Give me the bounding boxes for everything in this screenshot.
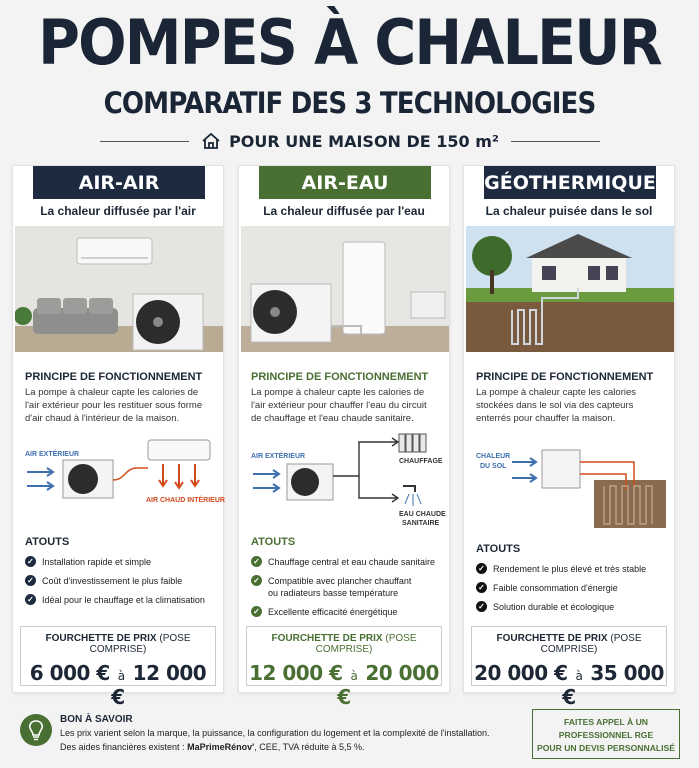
house-size-label: POUR UNE MAISON DE 150 m² <box>229 131 499 151</box>
house-size-bar <box>100 128 600 154</box>
footer-line-2: Des aides financières existent : MaPrimeRénov', CEE, TVA réduite à 5,5 %. <box>60 742 365 752</box>
principle-text: La pompe à chaleur capte les calories stockées dans le sol via des capteurs enterrés pour chauffer la maison. <box>476 387 637 424</box>
atouts-title: ATOUTS <box>251 536 296 548</box>
check-icon: ✓ <box>25 594 36 605</box>
principle-text: La pompe à chaleur capte les calories de l'air extérieur pour chauffer l'eau du circuit de chauffage et l'eau chaude sanitaire. <box>251 387 427 424</box>
footer-note <box>0 706 699 768</box>
card-air-air <box>12 165 225 709</box>
check-icon: ✓ <box>251 575 262 586</box>
list-item: ✓ Chauffage central et eau chaude sanitaire <box>251 556 446 568</box>
check-icon: ✓ <box>476 582 487 593</box>
lightbulb-icon <box>20 714 52 746</box>
check-icon: ✓ <box>476 563 487 574</box>
list-item-continued: ou radiateurs basse température <box>268 588 399 598</box>
air-air-diagram <box>13 428 225 528</box>
list-item: ✓ Excellente efficacité énergétique <box>251 606 446 618</box>
list-item: ✓ Solution durable et écologique <box>476 601 671 613</box>
atouts-title: ATOUTS <box>476 543 521 555</box>
air-air-photo <box>15 226 223 352</box>
svg-text:CHALEUR: CHALEUR <box>476 453 511 460</box>
footer-title: BON À SAVOIR <box>60 714 133 725</box>
card-title: GÉOTHERMIQUE <box>484 166 656 199</box>
atouts-list <box>476 563 671 620</box>
card-geothermique <box>463 165 675 709</box>
list-item: ✓ Installation rapide et simple <box>25 556 220 568</box>
check-icon: ✓ <box>25 556 36 567</box>
svg-text:CHAUFFAGE: CHAUFFAGE <box>399 458 443 465</box>
price-box: FOURCHETTE DE PRIX (POSE COMPRISE) 6 000 € à 12 000 € <box>20 626 216 686</box>
svg-text:AIR CHAUD INTÉRIEUR: AIR CHAUD INTÉRIEUR <box>146 497 225 504</box>
list-item: ✓ Rendement le plus élevé et très stable <box>476 563 671 575</box>
air-eau-photo <box>241 226 449 352</box>
card-tagline: La chaleur diffusée par l'eau <box>263 204 425 218</box>
card-air-eau <box>238 165 450 709</box>
geothermique-diagram <box>464 428 676 528</box>
check-icon: ✓ <box>25 575 36 586</box>
house-icon <box>201 132 221 150</box>
geothermique-photo <box>466 226 674 352</box>
check-icon: ✓ <box>251 556 262 567</box>
svg-text:EAU CHAUDE: EAU CHAUDE <box>399 511 446 518</box>
price-box: FOURCHETTE DE PRIX (POSE COMPRISE) 20 000 € à 35 000 € <box>471 626 667 686</box>
list-item: ✓ Faible consommation d'énergie <box>476 582 671 594</box>
principle-title: PRINCIPE DE FONCTIONNEMENT <box>25 371 203 383</box>
atouts-list <box>251 556 446 625</box>
page-subtitle: COMPARATIF DES 3 TECHNOLOGIES <box>103 86 596 120</box>
list-item: ✓ Idéal pour le chauffage et la climatisation <box>25 594 220 606</box>
principle-title: PRINCIPE DE FONCTIONNEMENT <box>476 371 654 383</box>
divider-right <box>511 141 600 142</box>
price-box: FOURCHETTE DE PRIX (POSE COMPRISE) 12 000 € à 20 000 € <box>246 626 442 686</box>
svg-text:AIR EXTÉRIEUR: AIR EXTÉRIEUR <box>251 453 306 460</box>
card-tagline: La chaleur diffusée par l'air <box>40 204 196 218</box>
cta-box: FAITES APPEL À UN PROFESSIONNEL RGE POUR UN DEVIS PERSONNALISÉ <box>532 709 680 759</box>
air-eau-diagram <box>239 428 451 528</box>
principle-text: La pompe à chaleur capte les calories de l'air extérieur pour les restituer sous forme d'air chaud à l'intérieur de la maison. <box>25 387 203 424</box>
divider-left <box>100 141 189 142</box>
check-icon: ✓ <box>251 606 262 617</box>
atouts-title: ATOUTS <box>25 536 70 548</box>
atouts-list <box>25 556 220 613</box>
svg-text:SANITAIRE: SANITAIRE <box>402 520 440 527</box>
check-icon: ✓ <box>476 601 487 612</box>
list-item: ✓ Coût d'investissement le plus faible <box>25 575 220 587</box>
card-title: AIR-AIR <box>33 166 205 199</box>
card-tagline: La chaleur puisée dans le sol <box>485 204 653 218</box>
svg-text:DU SOL: DU SOL <box>480 463 507 470</box>
footer-line-1: Les prix varient selon la marque, la puissance, la configuration du logement et la complexité de l'installation. <box>60 728 490 738</box>
page-title: POMPES À CHALEUR <box>38 6 661 79</box>
list-item: ✓ Compatible avec plancher chauffant <box>251 575 446 587</box>
svg-text:AIR EXTÉRIEUR: AIR EXTÉRIEUR <box>25 451 80 458</box>
card-title: AIR-EAU <box>259 166 431 199</box>
principle-title: PRINCIPE DE FONCTIONNEMENT <box>251 371 429 383</box>
